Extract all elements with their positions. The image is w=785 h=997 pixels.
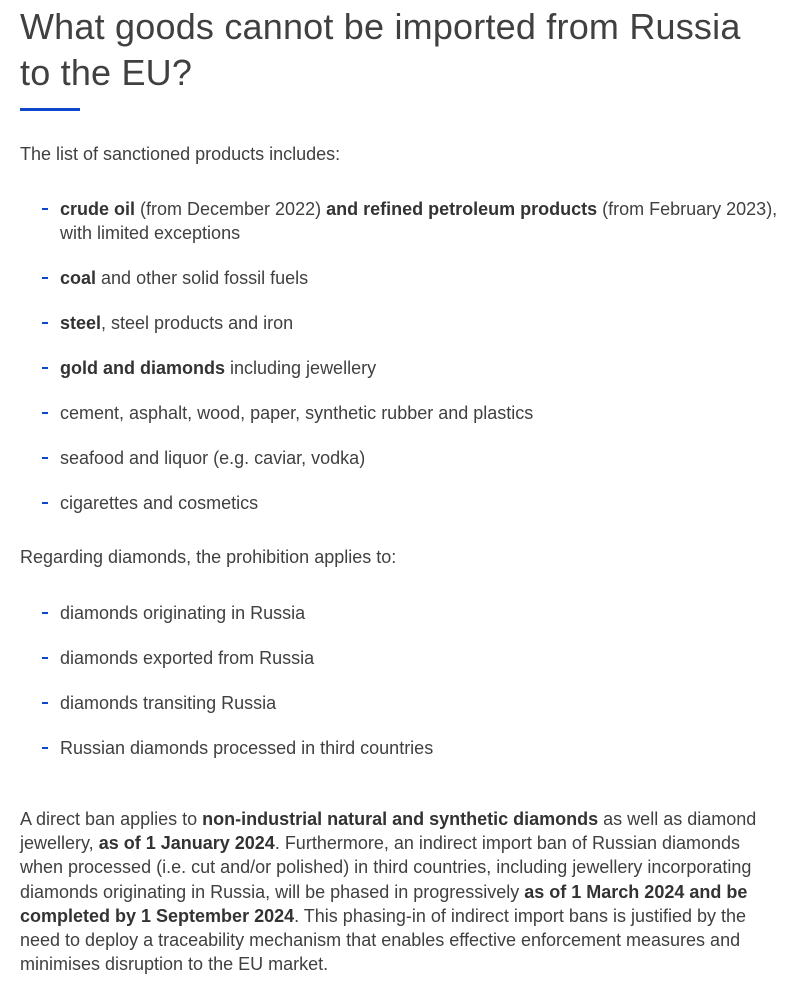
list-item: [20, 311, 780, 335]
text-run: and other solid fossil fuels: [96, 268, 309, 288]
dash-bullet-icon: [42, 747, 48, 749]
text-run: (from December 2022): [135, 199, 327, 219]
list-item: [20, 691, 780, 715]
list-item: [20, 736, 780, 760]
bold-text: as of 1 January 2024: [98, 833, 275, 854]
text-run: as well as diamond jewellery,: [20, 809, 757, 854]
list-item: [20, 356, 780, 380]
text-run: . This phasing-in of indirect import bans is justified by the need to deploy a traceability mechanism that enables effective enforcement measures and minimises disruption to the EU market.: [20, 905, 747, 975]
intro-text: The list of sanctioned products includes:: [20, 144, 341, 164]
bold-text: as of 1 March 2024 and be completed by 1 September 2024: [20, 881, 748, 926]
dash-bullet-icon: [42, 412, 48, 414]
text-run: seafood and liquor (e.g. caviar, vodka): [60, 448, 366, 468]
list-item: [20, 601, 780, 625]
text-run: , steel products and iron: [101, 313, 294, 333]
page-title: What goods cannot be imported from Russia to the EU?: [20, 6, 741, 93]
text-run: cement, asphalt, wood, paper, synthetic rubber and plastics: [60, 403, 534, 423]
title-underline: [20, 108, 80, 111]
list-item-text: diamonds transiting Russia: [60, 693, 277, 713]
list-item: [20, 446, 780, 470]
dash-bullet-icon: [42, 657, 48, 659]
text-run: A direct ban applies to: [20, 809, 203, 829]
dash-bullet-icon: [42, 502, 48, 504]
list-item-text: Russian diamonds processed in third countries: [60, 738, 434, 758]
list-item: [20, 197, 780, 245]
diamonds-intro-text: Regarding diamonds, the prohibition applies to:: [20, 547, 397, 567]
closing-paragraph: [20, 807, 780, 976]
dash-bullet-icon: [42, 612, 48, 614]
article: [20, 0, 780, 976]
dash-bullet-icon: [42, 322, 48, 324]
text-run: cigarettes and cosmetics: [60, 493, 259, 513]
text-run: . Furthermore, an indirect import ban of Russian diamonds when processed (i.e. cut and/or polished) in third countries, including jewellery incorporating diamonds originating in Russia, will be phased in progressively: [20, 833, 752, 902]
dash-bullet-icon: [42, 277, 48, 279]
dash-bullet-icon: [42, 702, 48, 704]
list-item-text: diamonds originating in Russia: [60, 603, 306, 623]
dash-bullet-icon: [42, 208, 48, 210]
bold-text: steel: [60, 313, 102, 333]
bold-text: coal: [60, 268, 97, 288]
dash-bullet-icon: [42, 457, 48, 459]
bold-text: non-industrial natural and synthetic diamonds: [202, 809, 599, 829]
list-item-text: diamonds exported from Russia: [60, 648, 315, 668]
bold-text: crude oil: [60, 199, 136, 219]
bold-text: and refined petroleum products: [326, 199, 598, 219]
list-item: [20, 646, 780, 670]
diamond-prohibitions-list: [20, 601, 780, 760]
list-item: [20, 491, 780, 515]
bold-text: gold and diamonds: [60, 358, 225, 378]
list-item: [20, 266, 780, 290]
list-item: [20, 401, 780, 425]
sanctioned-products-list: [20, 197, 780, 515]
text-run: including jewellery: [225, 358, 377, 378]
dash-bullet-icon: [42, 367, 48, 369]
text-run: (from February 2023), with limited exceptions: [60, 199, 778, 243]
